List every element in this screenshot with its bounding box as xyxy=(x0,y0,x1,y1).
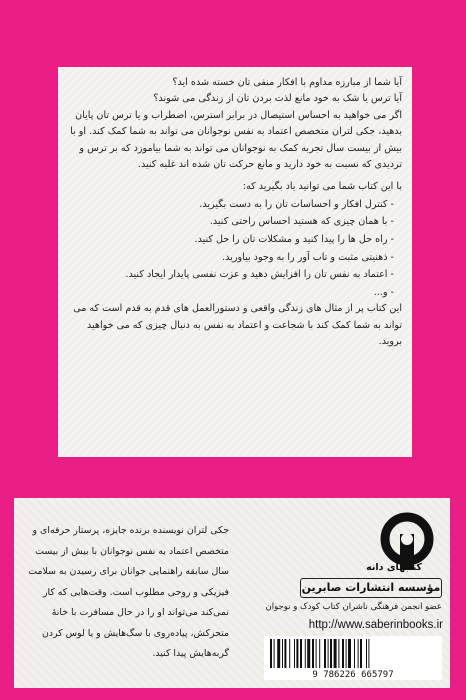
barcode-bar xyxy=(348,639,351,668)
barcode-bar xyxy=(274,639,275,668)
barcode-bar xyxy=(330,639,332,668)
blurb-panel xyxy=(58,67,412,457)
barcode-bar xyxy=(366,639,367,668)
publisher-brand: کتابهای دانه xyxy=(366,562,422,573)
barcode-bar xyxy=(270,639,272,668)
blurb-question-1: آیا شما از مبارزه مداوم با افکار منفی تان خسته شده اید؟ xyxy=(172,77,402,88)
blurb-bullet: - کنترل افکار و احساسات تان را به دست بگیرید. xyxy=(199,198,394,210)
blurb-bullet: - ذهنیتی مثبت و تاب آور را به وجود بیاورید. xyxy=(222,251,394,263)
barcode-bar xyxy=(316,639,317,668)
publisher-name: مؤسسه انتشارات صابرین xyxy=(300,578,442,598)
blurb-closing: این کتاب پر از مثال های زندگی واقعی و دستورالعمل های قدم به قدم است که می تواند به شما کمک کند با شجاعت و اعتماد به نفس به دنبال چیزی که می خواهید بروید. xyxy=(73,303,402,348)
barcode-bar xyxy=(289,639,290,668)
blurb-bullet-list xyxy=(70,196,402,302)
barcode-bar xyxy=(334,639,337,668)
barcode-bar xyxy=(319,639,320,668)
barcode-bar xyxy=(312,639,314,668)
barcode-bar xyxy=(360,639,362,668)
barcode-bar xyxy=(307,639,310,668)
barcode-bar xyxy=(284,639,286,668)
barcode-bar xyxy=(324,639,326,668)
blurb-list-heading: با این کتاب شما می توانید یاد بگیرید که: xyxy=(242,181,402,193)
blurb-bullet: - با همان چیزی که هستید احساس راحتی کنید. xyxy=(209,216,394,228)
barcode-bar xyxy=(328,639,329,668)
blurb-bullet: - اعتماد به نفس تان را افزایش دهید و عزت نفسی پایدار ایجاد کنید. xyxy=(125,269,394,281)
blurb-intro: اگر می خواهید به احساس استیصال در برابر استرس، اضطراب و یا ترس تان پایان بدهید، جکی لتران متخصص اعتماد به نفس نوجوانان می تواند به شما کمک کند. او با بیش از بیست سال تجربه کمک به نوجوانان می تواند به شما بیاموزد که بر ترس و تردیدی که نسبت به خود دارید و مانع حرکت تان شده اند غلبه کنید. xyxy=(70,109,402,171)
blurb-bullet: - راه حل ها را پیدا کنید و مشکلات تان را حل کنید. xyxy=(194,234,394,246)
barcode-bar xyxy=(282,639,283,668)
publisher-membership: عضو انجمن فرهنگی ناشران کتاب کودک و نوجوان xyxy=(265,602,442,612)
barcode-bar xyxy=(296,639,298,668)
barcode-bars xyxy=(270,639,369,668)
barcode-number: 9 786226 665797 xyxy=(312,670,394,680)
barcode-bar xyxy=(300,639,302,668)
barcode-bar xyxy=(342,639,344,668)
barcode-bar xyxy=(368,639,369,668)
barcode-bar xyxy=(305,639,306,668)
blurb-bullet: - و... xyxy=(373,286,394,298)
barcode-bar xyxy=(277,639,280,668)
barcode-bar xyxy=(354,639,355,668)
barcode-bar xyxy=(294,639,295,668)
author-bio: جکی لتران نویسنده برنده جایزه، پرستار حرفه‌ای و متخصص اعتماد به نفس نوجوانان با بیش از بیست سال سابقه راهنمایی جوانان برای رسیدن به سلامت فیزیکی و روحی مطلوب است. وقت‌هایی که کار نمی‌کند می‌تواند او را در حال مسافرت با خانهٔ متحرکش، پیاده‌روی با سگ‌هایش و یا لوس کردن گربه‌هایش پیدا کنید. xyxy=(28,525,229,660)
blurb-question-2: آیا ترس یا شک به خود مانع لذت بردن تان از زندگی می شوند؟ xyxy=(153,93,402,105)
barcode-bar xyxy=(338,639,339,668)
bottom-panel xyxy=(14,498,450,688)
isbn-barcode xyxy=(264,636,442,680)
publisher-website[interactable]: http://www.saberinbooks.ir xyxy=(308,619,443,631)
barcode-bar xyxy=(358,639,359,668)
barcode-bar xyxy=(346,639,347,668)
